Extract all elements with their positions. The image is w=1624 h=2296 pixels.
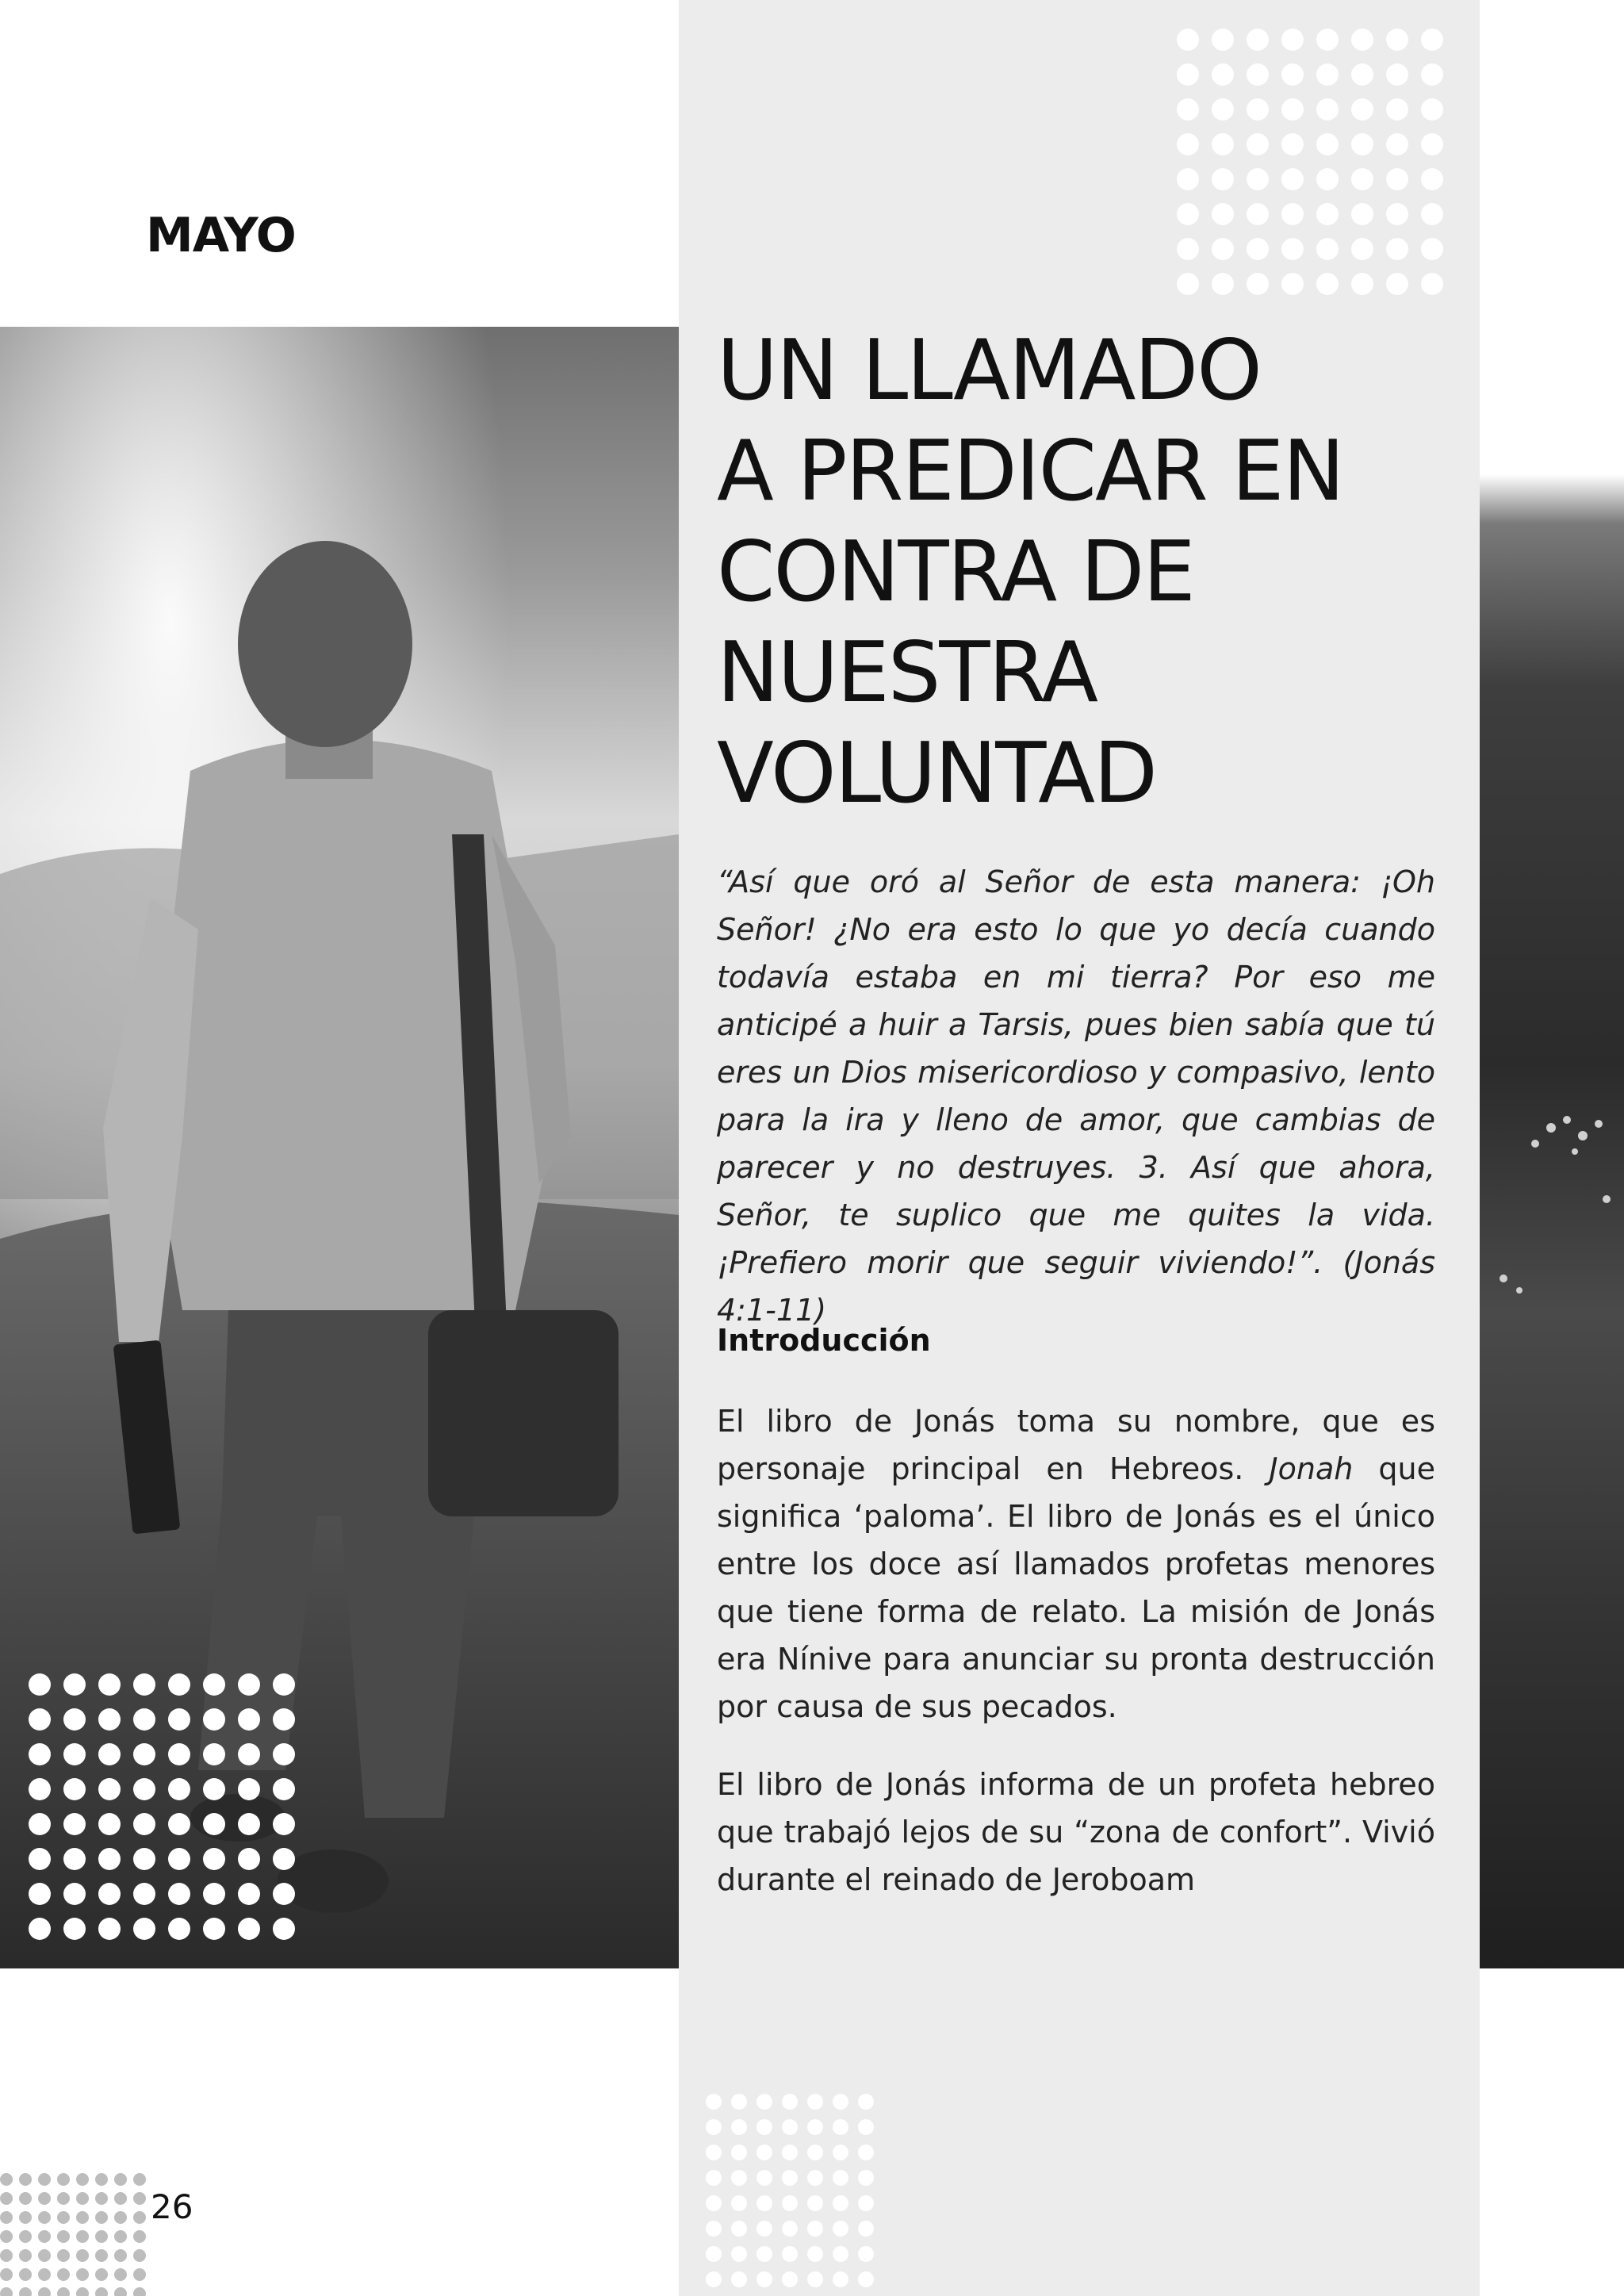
bible-quote: “Así que oró al Señor de esta manera: ¡Oh Señor! ¿No era esto lo que yo decía cuando todavía estaba en mi tierra? Por eso me anticipé a huir a Tarsis, pues bien sabía que tú eres un Dios misericordioso y compasivo, lento para la ira y lleno de amor, que cambias de parecer y no destruyes. 3. Así que ahora, Señor, te suplico que me quites la vida. ¡Prefiero morir que seguir viviendo!”. (Jonás 4:1-11) <box>717 864 1435 1328</box>
article-title <box>717 320 1446 824</box>
section-heading: Introducción <box>717 1323 931 1358</box>
body-paragraph-1 <box>717 1397 1435 1731</box>
month-label: MAYO <box>146 208 296 263</box>
decorative-dots-top-right <box>1177 29 1462 298</box>
title-line: NUESTRA <box>717 624 1097 721</box>
side-photo-dark-hillside <box>1480 327 1624 1968</box>
title-line: UN LLAMADO <box>717 322 1261 419</box>
paragraph-text: que significa ‘paloma’. El libro de Jonás es el único entre los doce así llamados profetas menores que tiene forma de relato. La misión de Jonás era Nínive para anunciar su pronta destrucción por causa de sus pecados. <box>717 1451 1435 1724</box>
decorative-dots-page-corner <box>0 2173 147 2296</box>
emphasized-word: Jonah <box>1269 1451 1354 1486</box>
paragraph-text: El libro de Jonás toma su nombre, que es personaje principal en Hebreos. <box>717 1404 1435 1486</box>
title-line: CONTRA DE <box>717 523 1194 620</box>
title-line: VOLUNTAD <box>717 725 1156 822</box>
decorative-dots-bottom-center <box>706 2094 880 2296</box>
decorative-dots-bottom-left <box>29 1673 306 1951</box>
page-number: 26 <box>151 2187 193 2226</box>
title-line: A PREDICAR EN <box>717 423 1344 519</box>
flowers-illustration <box>1480 327 1624 1968</box>
body-paragraph-2: El libro de Jonás informa de un profeta hebreo que trabajó lejos de su “zona de confort”. Vivió durante el reinado de Jeroboam <box>717 1767 1435 1897</box>
